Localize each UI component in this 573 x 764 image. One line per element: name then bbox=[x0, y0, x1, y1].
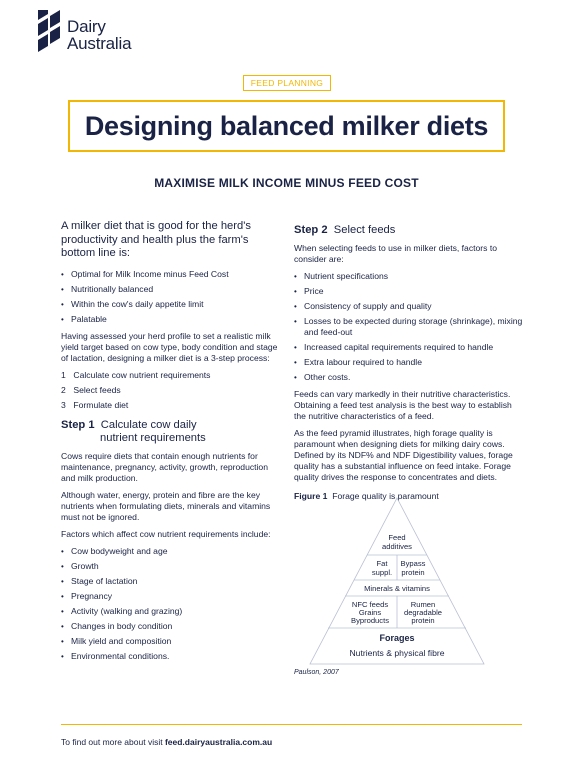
pyramid-label-additives: additives bbox=[382, 542, 412, 551]
pyramid-label-degradable: degradable bbox=[403, 608, 443, 617]
dairy-australia-logo bbox=[38, 10, 158, 60]
logo-mark-icon bbox=[38, 10, 64, 54]
pyramid-label-rumen: Rumen bbox=[410, 600, 436, 609]
list-item: • Optimal for Milk Income minus Feed Cost bbox=[61, 269, 283, 280]
page-title: Designing balanced milker diets bbox=[84, 111, 489, 141]
diet-criteria-list bbox=[61, 269, 283, 325]
paragraph: As the feed pyramid illustrates, high forage quality is paramount when designing diets for milking dairy cows. Defined by its NDF% and NDF Digestibility values, forage quality has a substantial influence on feed intake. Forage quality drives the response to concentrates and diets. bbox=[294, 428, 513, 482]
figure-citation: Paulson, 2007 bbox=[294, 669, 339, 676]
list-item: • Within the cow's daily appetite limit bbox=[61, 299, 283, 310]
pyramid-label-fat: Fat bbox=[376, 559, 388, 568]
paragraph: Although water, energy, protein and fibre are the key nutrients when formulating diets, minerals and vitamins must not be ignored. bbox=[61, 489, 271, 522]
footer-text: To find out more about visit bbox=[61, 737, 165, 747]
step-2-heading: Step 2 Select feeds bbox=[294, 224, 396, 236]
right-column bbox=[294, 222, 524, 508]
list-item: • Losses to be expected during storage (shrinkage), mixing and feed-out bbox=[294, 316, 524, 338]
list-item: • Consistency of supply and quality bbox=[294, 301, 524, 312]
list-item: 2 Select feeds bbox=[61, 384, 121, 395]
list-item: • Pregnancy bbox=[61, 591, 283, 602]
list-item: • Other costs. bbox=[294, 372, 524, 383]
list-item: • Growth bbox=[61, 561, 283, 572]
left-column bbox=[61, 220, 283, 668]
pyramid-label-byproducts: Byproducts bbox=[351, 616, 389, 625]
title-box bbox=[68, 100, 505, 152]
logo-line-2: Australia bbox=[67, 34, 132, 53]
pyramid-label-forages: Forages bbox=[379, 633, 415, 643]
pyramid-label-minerals: Minerals & vitamins bbox=[364, 584, 430, 593]
pyramid-label-suppl: suppl. bbox=[371, 568, 393, 577]
category-tag: FEED PLANNING bbox=[243, 75, 331, 91]
footer-divider bbox=[61, 724, 522, 725]
list-item: 1 Calculate cow nutrient requirements bbox=[61, 369, 211, 380]
pyramid-label-feed: Feed bbox=[388, 533, 406, 542]
pyramid-label-bypass: Bypass bbox=[400, 559, 426, 568]
list-item: • Activity (walking and grazing) bbox=[61, 606, 283, 617]
list-item: • Price bbox=[294, 286, 524, 297]
list-item: • Nutrient specifications bbox=[294, 271, 524, 282]
list-item: • Nutritionally balanced bbox=[61, 284, 283, 295]
list-item: 3 Formulate diet bbox=[61, 399, 129, 410]
list-item: • Increased capital requirements required to handle bbox=[294, 342, 524, 353]
paragraph: Feeds can vary markedly in their nutritive characteristics. Obtaining a feed test analysis is the best way to establish the nutritive characteristics of a feed. bbox=[294, 389, 512, 421]
feed-selection-factors-list bbox=[294, 271, 524, 383]
logo-line-1: Dairy bbox=[67, 17, 106, 36]
page-subtitle: MAXIMISE MILK INCOME MINUS FEED COST bbox=[154, 176, 419, 190]
pyramid-label-protein: protein bbox=[401, 568, 425, 577]
process-paragraph: Having assessed your herd profile to set a realistic milk yield target based on cow type, body condition and stage of lactation, designing a milker diet is a 3-step process: bbox=[61, 330, 278, 363]
feed-pyramid-diagram bbox=[308, 496, 486, 666]
list-item: • Milk yield and composition bbox=[61, 636, 283, 647]
step-1-heading: Step 1 Calculate cow daily nutrient requirements bbox=[61, 418, 206, 444]
list-item: • Extra labour required to handle bbox=[294, 357, 524, 368]
paragraph: Cows require diets that contain enough nutrients for maintenance, pregnancy, activity, growth, reproduction and milk production. bbox=[61, 450, 268, 483]
footer-link[interactable]: feed.dairyaustralia.com.au bbox=[164, 737, 273, 747]
figure-caption: Figure 1 Forage quality is paramount bbox=[294, 491, 439, 501]
intro-text: A milker diet that is good for the herd's productivity and health plus the farm's bottom line is: bbox=[61, 220, 251, 260]
pyramid-label-nutrients: Nutrients & physical fibre bbox=[349, 648, 445, 658]
footer bbox=[61, 737, 272, 747]
nutrient-factors-list bbox=[61, 546, 283, 662]
logo-wordmark bbox=[67, 18, 131, 52]
paragraph: Factors which affect cow nutrient requirements include: bbox=[61, 528, 271, 539]
list-item: • Stage of lactation bbox=[61, 576, 283, 587]
list-item: • Environmental conditions. bbox=[61, 651, 283, 662]
pyramid-label-nfc: NFC feeds bbox=[351, 600, 389, 609]
paragraph: When selecting feeds to use in milker diets, factors to consider are: bbox=[294, 243, 498, 264]
pyramid-label-rumen-protein: protein bbox=[411, 616, 435, 625]
list-item: • Changes in body condition bbox=[61, 621, 283, 632]
steps-list bbox=[61, 370, 283, 411]
list-item: • Palatable bbox=[61, 314, 283, 325]
list-item: • Cow bodyweight and age bbox=[61, 546, 283, 557]
pyramid-label-grains: Grains bbox=[358, 608, 382, 617]
